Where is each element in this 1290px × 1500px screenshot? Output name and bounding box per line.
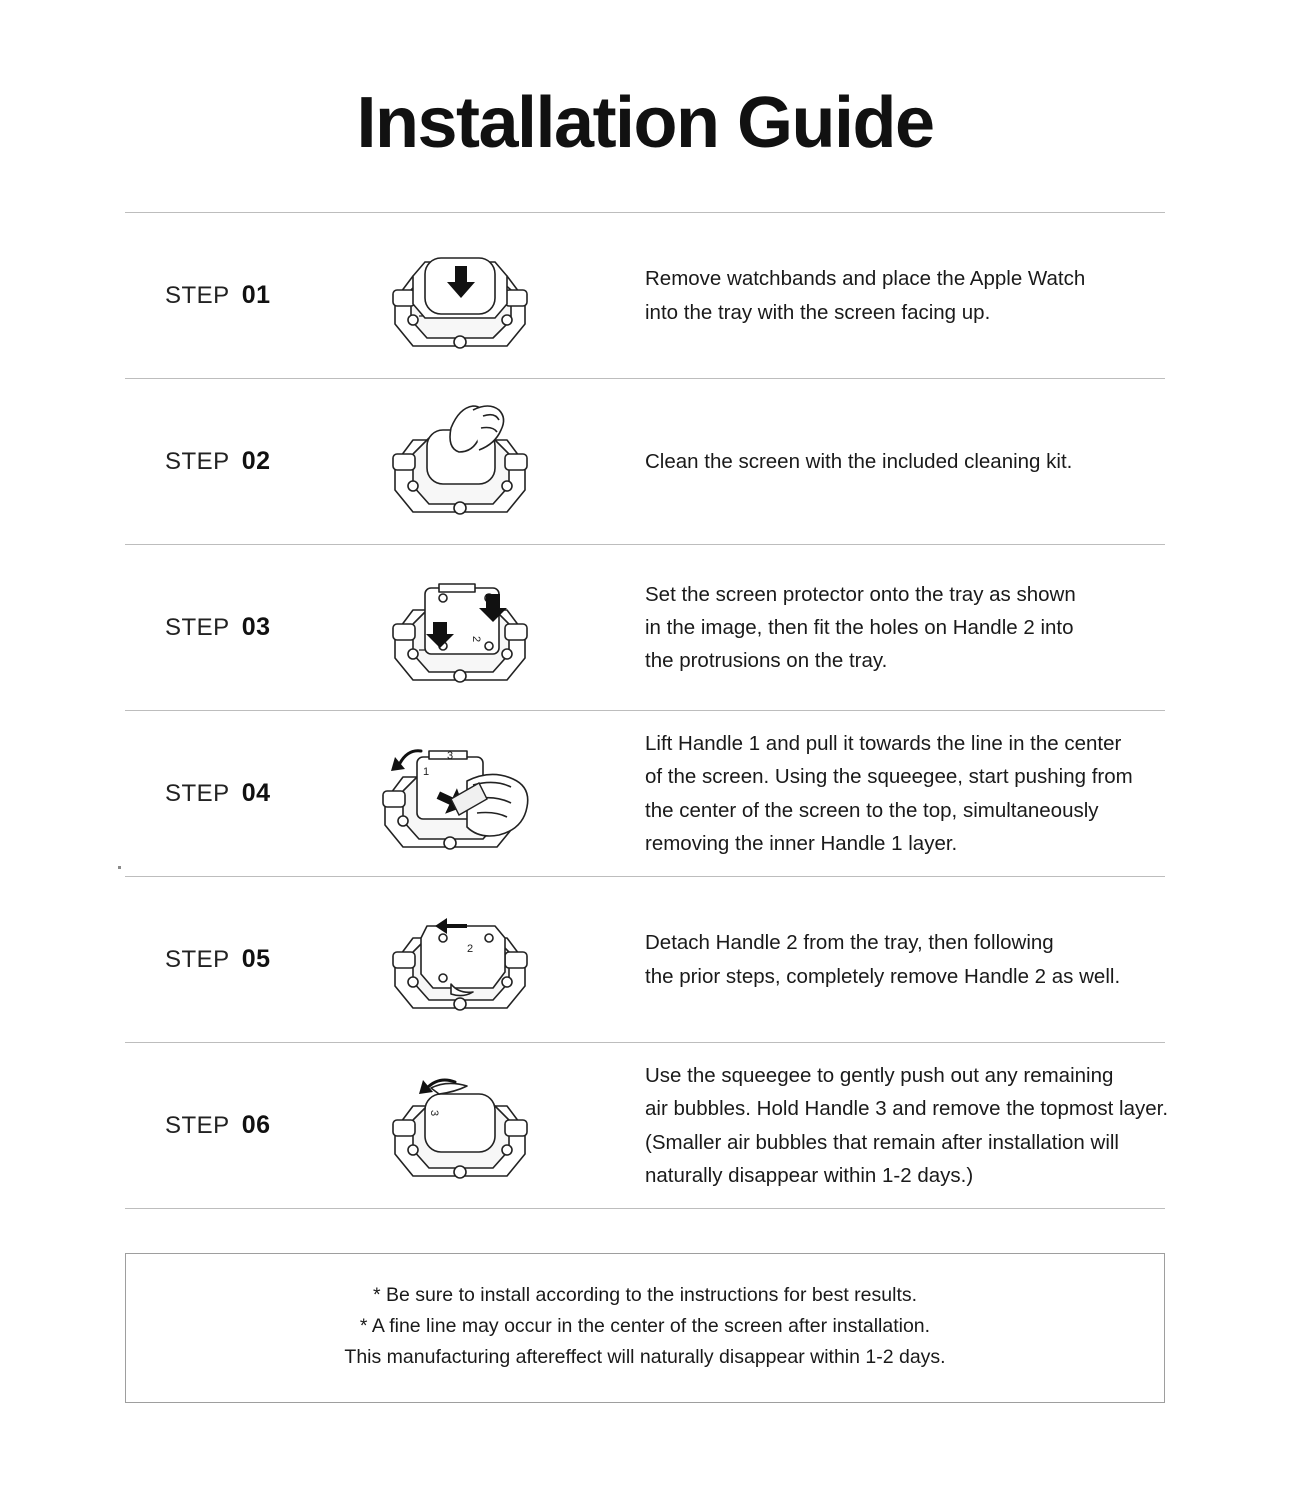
step-description xyxy=(585,262,1165,328)
step-line: the prior steps, completely remove Handle 2 as well. xyxy=(645,964,1121,988)
step-line: removing the inner Handle 1 layer. xyxy=(645,831,958,855)
step-number: 03 xyxy=(241,613,271,641)
step-number: 02 xyxy=(241,447,271,475)
step-line: in the image, then fit the holes on Handle 2 into xyxy=(645,615,1074,639)
step-line: Detach Handle 2 from the tray, then following xyxy=(645,931,1054,955)
protector-onto-tray-illustration xyxy=(335,560,585,695)
step-number: 05 xyxy=(241,945,271,973)
svg-text:2: 2 xyxy=(467,943,474,955)
step-row xyxy=(125,213,1165,378)
step-label xyxy=(125,945,335,974)
note-line: * Be sure to install according to the instructions for best results. xyxy=(372,1284,918,1306)
step-word: STEP xyxy=(165,1112,230,1139)
hand-cleaning-screen-illustration xyxy=(335,394,585,529)
page-title: Installation Guide xyxy=(356,83,934,163)
lift-handle-1-squeegee-illustration xyxy=(335,721,585,866)
step-line: of the screen. Using the squeegee, start pushing from xyxy=(645,765,1133,789)
step-row xyxy=(125,711,1165,876)
step-line: Remove watchbands and place the Apple Watch xyxy=(645,267,1086,291)
step-row xyxy=(125,545,1165,710)
step-line: into the tray with the screen facing up. xyxy=(645,300,991,324)
step-label xyxy=(125,447,335,476)
step-word: STEP xyxy=(165,282,230,309)
step-label xyxy=(125,1111,335,1140)
detach-handle-2-illustration xyxy=(335,892,585,1027)
step-number: 04 xyxy=(241,779,271,807)
step-description xyxy=(585,445,1165,478)
step-line: Lift Handle 1 and pull it towards the line in the center xyxy=(645,732,1122,756)
step-line: the protrusions on the tray. xyxy=(645,649,888,673)
step-description xyxy=(585,578,1165,678)
step-line: Use the squeegee to gently push out any remaining xyxy=(645,1064,1114,1088)
step-line: naturally disappear within 1-2 days.) xyxy=(645,1163,974,1187)
svg-text:2: 2 xyxy=(470,636,482,643)
step-line: the center of the screen to the top, simultaneously xyxy=(645,798,1099,822)
step-line: Set the screen protector onto the tray as shown xyxy=(645,582,1076,606)
stray-mark xyxy=(118,866,121,869)
step-number: 06 xyxy=(241,1111,271,1139)
note-line: * A fine line may occur in the center of the screen after installation. xyxy=(359,1315,931,1338)
step-description xyxy=(585,727,1165,860)
step-description xyxy=(585,926,1165,992)
step-word: STEP xyxy=(165,614,230,641)
notes-box xyxy=(125,1253,1165,1403)
step-label xyxy=(125,779,335,808)
step-row xyxy=(125,1043,1169,1208)
step-line: (Smaller air bubbles that remain after installation will xyxy=(645,1130,1119,1154)
step-word: STEP xyxy=(165,448,230,475)
svg-text:3: 3 xyxy=(447,750,454,762)
step-label xyxy=(125,281,335,310)
step-number: 01 xyxy=(241,281,271,309)
svg-text:1: 1 xyxy=(423,766,430,778)
watch-tray-insert-illustration xyxy=(335,228,585,363)
step-line: Clean the screen with the included cleaning kit. xyxy=(645,449,1073,473)
step-word: STEP xyxy=(165,780,230,807)
step-description xyxy=(585,1059,1168,1192)
divider xyxy=(125,1208,1165,1209)
svg-text:3: 3 xyxy=(428,1110,440,1117)
remove-top-layer-illustration xyxy=(335,1058,585,1193)
steps-list xyxy=(125,164,1169,1209)
step-word: STEP xyxy=(165,946,230,973)
step-line: air bubbles. Hold Handle 3 and remove the topmost layer. xyxy=(645,1097,1169,1121)
note-line: This manufacturing aftereffect will naturally disappear within 1-2 days. xyxy=(344,1346,946,1369)
step-row xyxy=(125,379,1165,544)
step-label xyxy=(125,613,335,642)
step-row xyxy=(125,877,1165,1042)
